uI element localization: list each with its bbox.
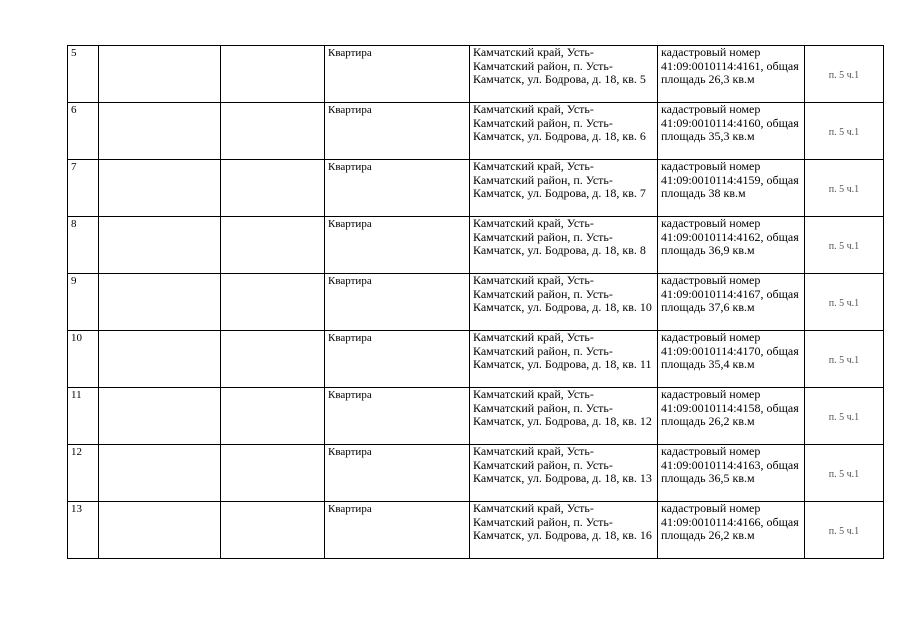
cell-col2 bbox=[99, 103, 221, 160]
property-address: Камчатский край, Усть-Камчатский район, п. Усть-Камчатск, ул. Бодрова, д. 18, кв. 7 bbox=[470, 160, 658, 217]
table-row bbox=[68, 502, 884, 559]
cadastral-info: кадастровый номер 41:09:0010114:4163, общая площадь 36,5 кв.м bbox=[658, 445, 805, 502]
cadastral-info: кадастровый номер 41:09:0010114:4161, общая площадь 26,3 кв.м bbox=[658, 46, 805, 103]
cell-col3 bbox=[221, 331, 325, 388]
cell-col3 bbox=[221, 502, 325, 559]
table-row bbox=[68, 388, 884, 445]
property-type: Квартира bbox=[325, 502, 470, 559]
legal-basis: п. 5 ч.1 bbox=[805, 103, 884, 160]
cadastral-info: кадастровый номер 41:09:0010114:4158, общая площадь 26,2 кв.м bbox=[658, 388, 805, 445]
legal-basis: п. 5 ч.1 bbox=[805, 160, 884, 217]
property-address: Камчатский край, Усть-Камчатский район, п. Усть-Камчатск, ул. Бодрова, д. 18, кв. 16 bbox=[470, 502, 658, 559]
cell-col2 bbox=[99, 46, 221, 103]
cell-col2 bbox=[99, 502, 221, 559]
cadastral-info: кадастровый номер 41:09:0010114:4162, общая площадь 36,9 кв.м bbox=[658, 217, 805, 274]
property-address: Камчатский край, Усть-Камчатский район, п. Усть-Камчатск, ул. Бодрова, д. 18, кв. 5 bbox=[470, 46, 658, 103]
legal-basis: п. 5 ч.1 bbox=[805, 331, 884, 388]
cadastral-info: кадастровый номер 41:09:0010114:4166, общая площадь 26,2 кв.м bbox=[658, 502, 805, 559]
row-number: 9 bbox=[68, 274, 99, 331]
table-row bbox=[68, 217, 884, 274]
legal-basis: п. 5 ч.1 bbox=[805, 217, 884, 274]
cell-col2 bbox=[99, 331, 221, 388]
property-table bbox=[67, 45, 884, 559]
cell-col2 bbox=[99, 217, 221, 274]
legal-basis: п. 5 ч.1 bbox=[805, 388, 884, 445]
cadastral-info: кадастровый номер 41:09:0010114:4170, общая площадь 35,4 кв.м bbox=[658, 331, 805, 388]
row-number: 10 bbox=[68, 331, 99, 388]
property-type: Квартира bbox=[325, 331, 470, 388]
cell-col3 bbox=[221, 274, 325, 331]
property-type: Квартира bbox=[325, 274, 470, 331]
cell-col3 bbox=[221, 388, 325, 445]
cell-col2 bbox=[99, 160, 221, 217]
cadastral-info: кадастровый номер 41:09:0010114:4167, общая площадь 37,6 кв.м bbox=[658, 274, 805, 331]
property-type: Квартира bbox=[325, 103, 470, 160]
property-type: Квартира bbox=[325, 46, 470, 103]
property-address: Камчатский край, Усть-Камчатский район, п. Усть-Камчатск, ул. Бодрова, д. 18, кв. 10 bbox=[470, 274, 658, 331]
row-number: 8 bbox=[68, 217, 99, 274]
row-number: 11 bbox=[68, 388, 99, 445]
cell-col3 bbox=[221, 103, 325, 160]
row-number: 6 bbox=[68, 103, 99, 160]
table-row bbox=[68, 160, 884, 217]
cell-col3 bbox=[221, 217, 325, 274]
cell-col3 bbox=[221, 445, 325, 502]
table-row bbox=[68, 331, 884, 388]
cell-col2 bbox=[99, 274, 221, 331]
property-type: Квартира bbox=[325, 217, 470, 274]
row-number: 7 bbox=[68, 160, 99, 217]
property-table-body bbox=[68, 46, 884, 559]
table-row bbox=[68, 274, 884, 331]
legal-basis: п. 5 ч.1 bbox=[805, 274, 884, 331]
property-address: Камчатский край, Усть-Камчатский район, п. Усть-Камчатск, ул. Бодрова, д. 18, кв. 11 bbox=[470, 331, 658, 388]
property-type: Квартира bbox=[325, 445, 470, 502]
property-address: Камчатский край, Усть-Камчатский район, п. Усть-Камчатск, ул. Бодрова, д. 18, кв. 8 bbox=[470, 217, 658, 274]
cell-col3 bbox=[221, 160, 325, 217]
legal-basis: п. 5 ч.1 bbox=[805, 502, 884, 559]
cadastral-info: кадастровый номер 41:09:0010114:4160, общая площадь 35,3 кв.м bbox=[658, 103, 805, 160]
cadastral-info: кадастровый номер 41:09:0010114:4159, общая площадь 38 кв.м bbox=[658, 160, 805, 217]
legal-basis: п. 5 ч.1 bbox=[805, 445, 884, 502]
property-address: Камчатский край, Усть-Камчатский район, п. Усть-Камчатск, ул. Бодрова, д. 18, кв. 12 bbox=[470, 388, 658, 445]
property-address: Камчатский край, Усть-Камчатский район, п. Усть-Камчатск, ул. Бодрова, д. 18, кв. 6 bbox=[470, 103, 658, 160]
cell-col3 bbox=[221, 46, 325, 103]
legal-basis: п. 5 ч.1 bbox=[805, 46, 884, 103]
property-type: Квартира bbox=[325, 160, 470, 217]
row-number: 5 bbox=[68, 46, 99, 103]
table-row bbox=[68, 103, 884, 160]
row-number: 12 bbox=[68, 445, 99, 502]
table-row bbox=[68, 445, 884, 502]
property-type: Квартира bbox=[325, 388, 470, 445]
table-row bbox=[68, 46, 884, 103]
cell-col2 bbox=[99, 388, 221, 445]
property-address: Камчатский край, Усть-Камчатский район, п. Усть-Камчатск, ул. Бодрова, д. 18, кв. 13 bbox=[470, 445, 658, 502]
row-number: 13 bbox=[68, 502, 99, 559]
cell-col2 bbox=[99, 445, 221, 502]
